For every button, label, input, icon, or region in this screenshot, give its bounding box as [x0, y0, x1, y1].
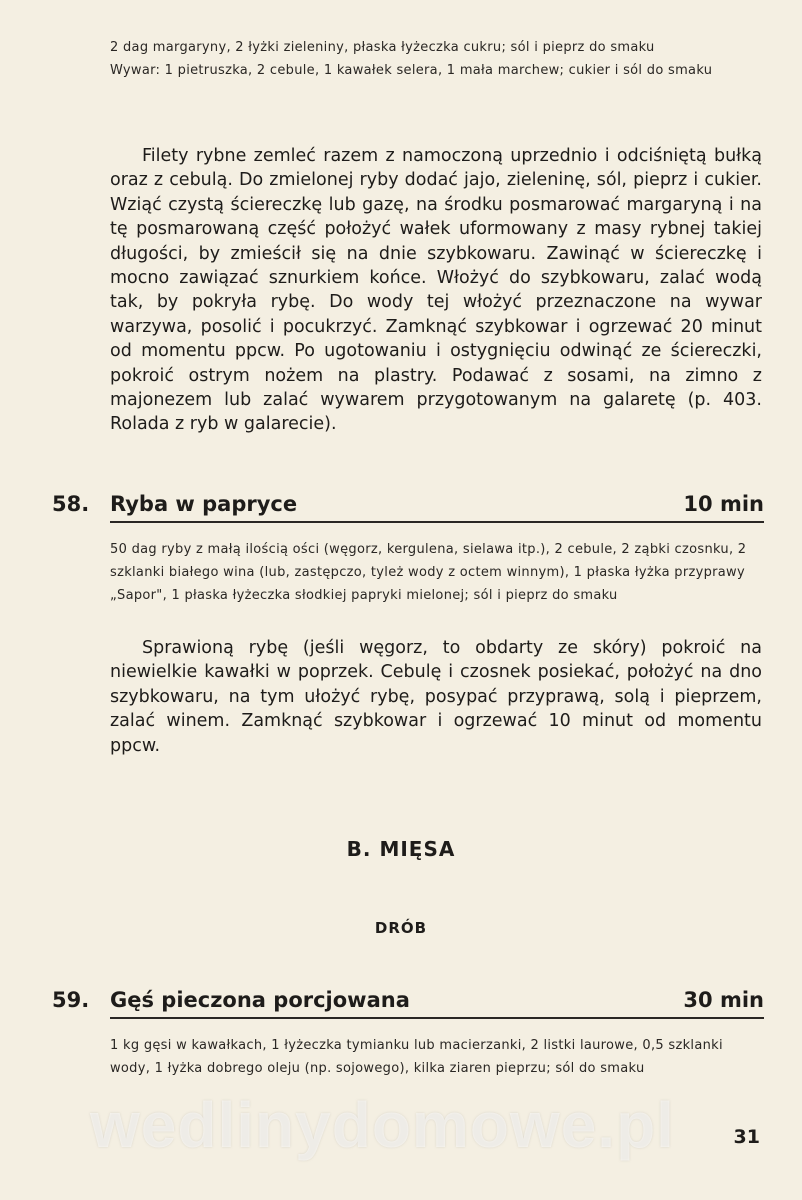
recipe-59-ingredients-text: 1 kg gęsi w kawałkach, 1 łyżeczka tymianku lub macierzanki, 2 listki laurowe, 0,5 szklanki wody, 1 łyżka dobrego oleju (np. sojowego), kilka ziaren pieprzu; sól do smaku	[110, 1038, 723, 1076]
recipe-59-rule	[110, 1017, 764, 1019]
recipe-58-rule	[110, 521, 764, 523]
recipe-58-number: 58.	[52, 492, 90, 516]
recipe-58-title: Ryba w papryce	[110, 492, 298, 516]
recipe-59-ingredients	[110, 1034, 762, 1080]
recipe-58-ingredients	[110, 538, 762, 607]
recipe-58-method	[110, 636, 762, 758]
section-subtitle: DRÓB	[374, 919, 428, 937]
recipe-59-time: 30 min	[683, 988, 764, 1012]
section-title: B. MIĘSA	[346, 837, 456, 861]
recipe-58-method-text: Sprawioną rybę (jeśli węgorz, to obdarty ze skóry) pokroić na niewielkie kawałki w poprzek. Cebulę i czosnek posiekać, położyć na dno szybkowaru, na tym ułożyć rybę, posypać przyprawą, solą i pieprzem, zalać winem. Zamknąć szybkowar i ogrzewać 10 minut od momentu ppcw.	[110, 638, 762, 756]
intro-ingredients-line-1: 2 dag margaryny, 2 łyżki zieleniny, płaska łyżeczka cukru; sól i pieprz do smaku	[110, 40, 655, 55]
intro-method	[110, 144, 762, 437]
watermark: wedlinydomowe.pl	[90, 1089, 675, 1161]
recipe-59-title: Gęś pieczona porcjowana	[110, 988, 410, 1012]
recipe-58-ingredients-text: 50 dag ryby z małą ilością ości (węgorz, kergulena, sielawa itp.), 2 cebule, 2 ząbki czosnku, 2 szklanki białego wina (lub, zastępczo, tyleż wody z octem winnym), 1 płaska łyżka przyprawy „Sapor", 1 płaska łyżeczka słodkiej papryki mielonej; sól i pieprz do smaku	[110, 542, 747, 603]
recipe-59-number: 59.	[52, 988, 90, 1012]
intro-method-text: Filety rybne zemleć razem z namoczoną uprzednio i odciśniętą bułką oraz z cebulą. Do zmielonej ryby dodać jajo, zieleninę, sól, pieprz i cukier. Wziąć czystą ściereczkę lub gazę, na środku posmarować margaryną i na tę posmarowaną część położyć wałek uformowany z masy rybnej takiej długości, by zmieścił się na dnie szybkowaru. Zawinąć w ściereczkę i mocno zawiązać sznurkiem końce. Włożyć do szybkowaru, zalać wodą tak, by pokryła rybę. Do wody tej włożyć przeznaczone na wywar warzywa, posolić i pocukrzyć. Zamknąć szybkowar i ogrzewać 20 minut od momentu ppcw. Po ugotowaniu i ostygnięciu odwinąć ze ściereczki, pokroić ostrym nożem na plastry. Podawać z sosami, na zimno z majonezem lub zalać wywarem przygotowanym na galaretę (p. 403. Rolada z ryb w galarecie).	[110, 146, 762, 435]
intro-ingredients-line-2: Wywar: 1 pietruszka, 2 cebule, 1 kawałek selera, 1 mała marchew; cukier i sól do smaku	[110, 63, 713, 78]
page-number: 31	[733, 1126, 760, 1148]
recipe-59-header	[52, 988, 764, 1022]
recipe-58-header	[52, 492, 764, 526]
recipe-58-time: 10 min	[683, 492, 764, 516]
intro-ingredients	[110, 36, 762, 82]
